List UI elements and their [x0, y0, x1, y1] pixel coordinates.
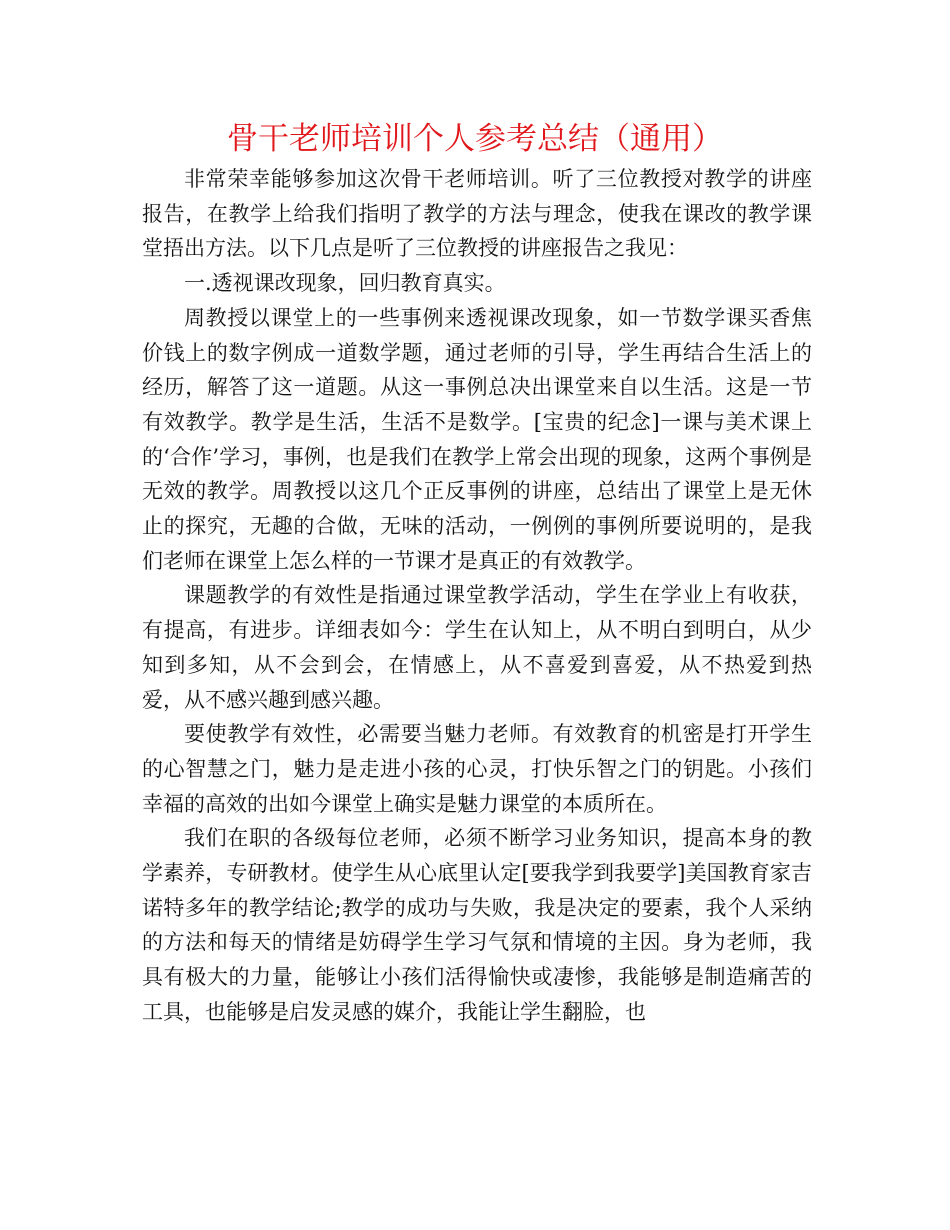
paragraph-teacher-role: 我们在职的各级每位老师，必须不断学习业务知识，提高本身的教学素养，专研教材。使学生从心底里认定[要我学到我要学]美国教育家吉诺特多年的教学结论;教学的成功与失败，我是决定的要素，我个人采纳的方法和每天的情绪是妨碍学生学习气氛和情境的主因。身为老师，我具有极大的力量，能够让小孩们活得愉快或凄惨，我能够是制造痛苦的工具，也能够是启发灵感的媒介，我能让学生翻脸，也 — [142, 826, 812, 1024]
paragraph-intro: 非常荣幸能够参加这次骨干老师培训。听了三位教授对教学的讲座报告，在教学上给我们指明了教学的方法与理念，使我在课改的教学课堂捂出方法。以下几点是听了三位教授的讲座报告之我见： — [142, 167, 812, 261]
section-heading-1: 一.透视课改现象，回归教育真实。 — [184, 271, 506, 296]
document-title: 骨干老师培训个人参考总结（通用） — [227, 121, 723, 157]
paragraph-charm-teacher: 要使教学有效性，必需要当魅力老师。有效教育的机密是打开学生的心智慧之门，魅力是走进小孩的心灵，打快乐智之门的钥匙。小孩们幸福的高效的出如今课堂上确实是魅力课堂的本质所在。 — [142, 722, 812, 816]
paragraph-effectiveness: 课题教学的有效性是指通过课堂教学活动，学生在学业上有收获，有提高，有进步。详细表如今：学生在认知上，从不明白到明白，从少知到多知，从不会到会，在情感上，从不喜爱到喜爱，从不热爱到热爱，从不感兴趣到感兴趣。 — [142, 583, 812, 712]
paragraph-zhou-lecture: 周教授以课堂上的一些事例来透视课改现象，如一节数学课买香焦价钱上的数字例成一道数学题，通过老师的引导，学生再结合生活上的经历，解答了这一道题。从这一事例总决出课堂来自以生活。这是一节有效教学。教学是生活，生活不是数学。[宝贵的纪念]一课与美术课上的‘合作’学习，事例，也是我们在教学上常会出现的现象，这两个事例是无效的教学。周教授以这几个正反事例的讲座，总结出了课堂上是无休止的探究，无趣的合做，无味的活动，一例例的事例所要说明的，是我们老师在课堂上怎么样的一节课才是真正的有效教学。 — [142, 305, 812, 573]
document-body — [142, 162, 812, 1030]
